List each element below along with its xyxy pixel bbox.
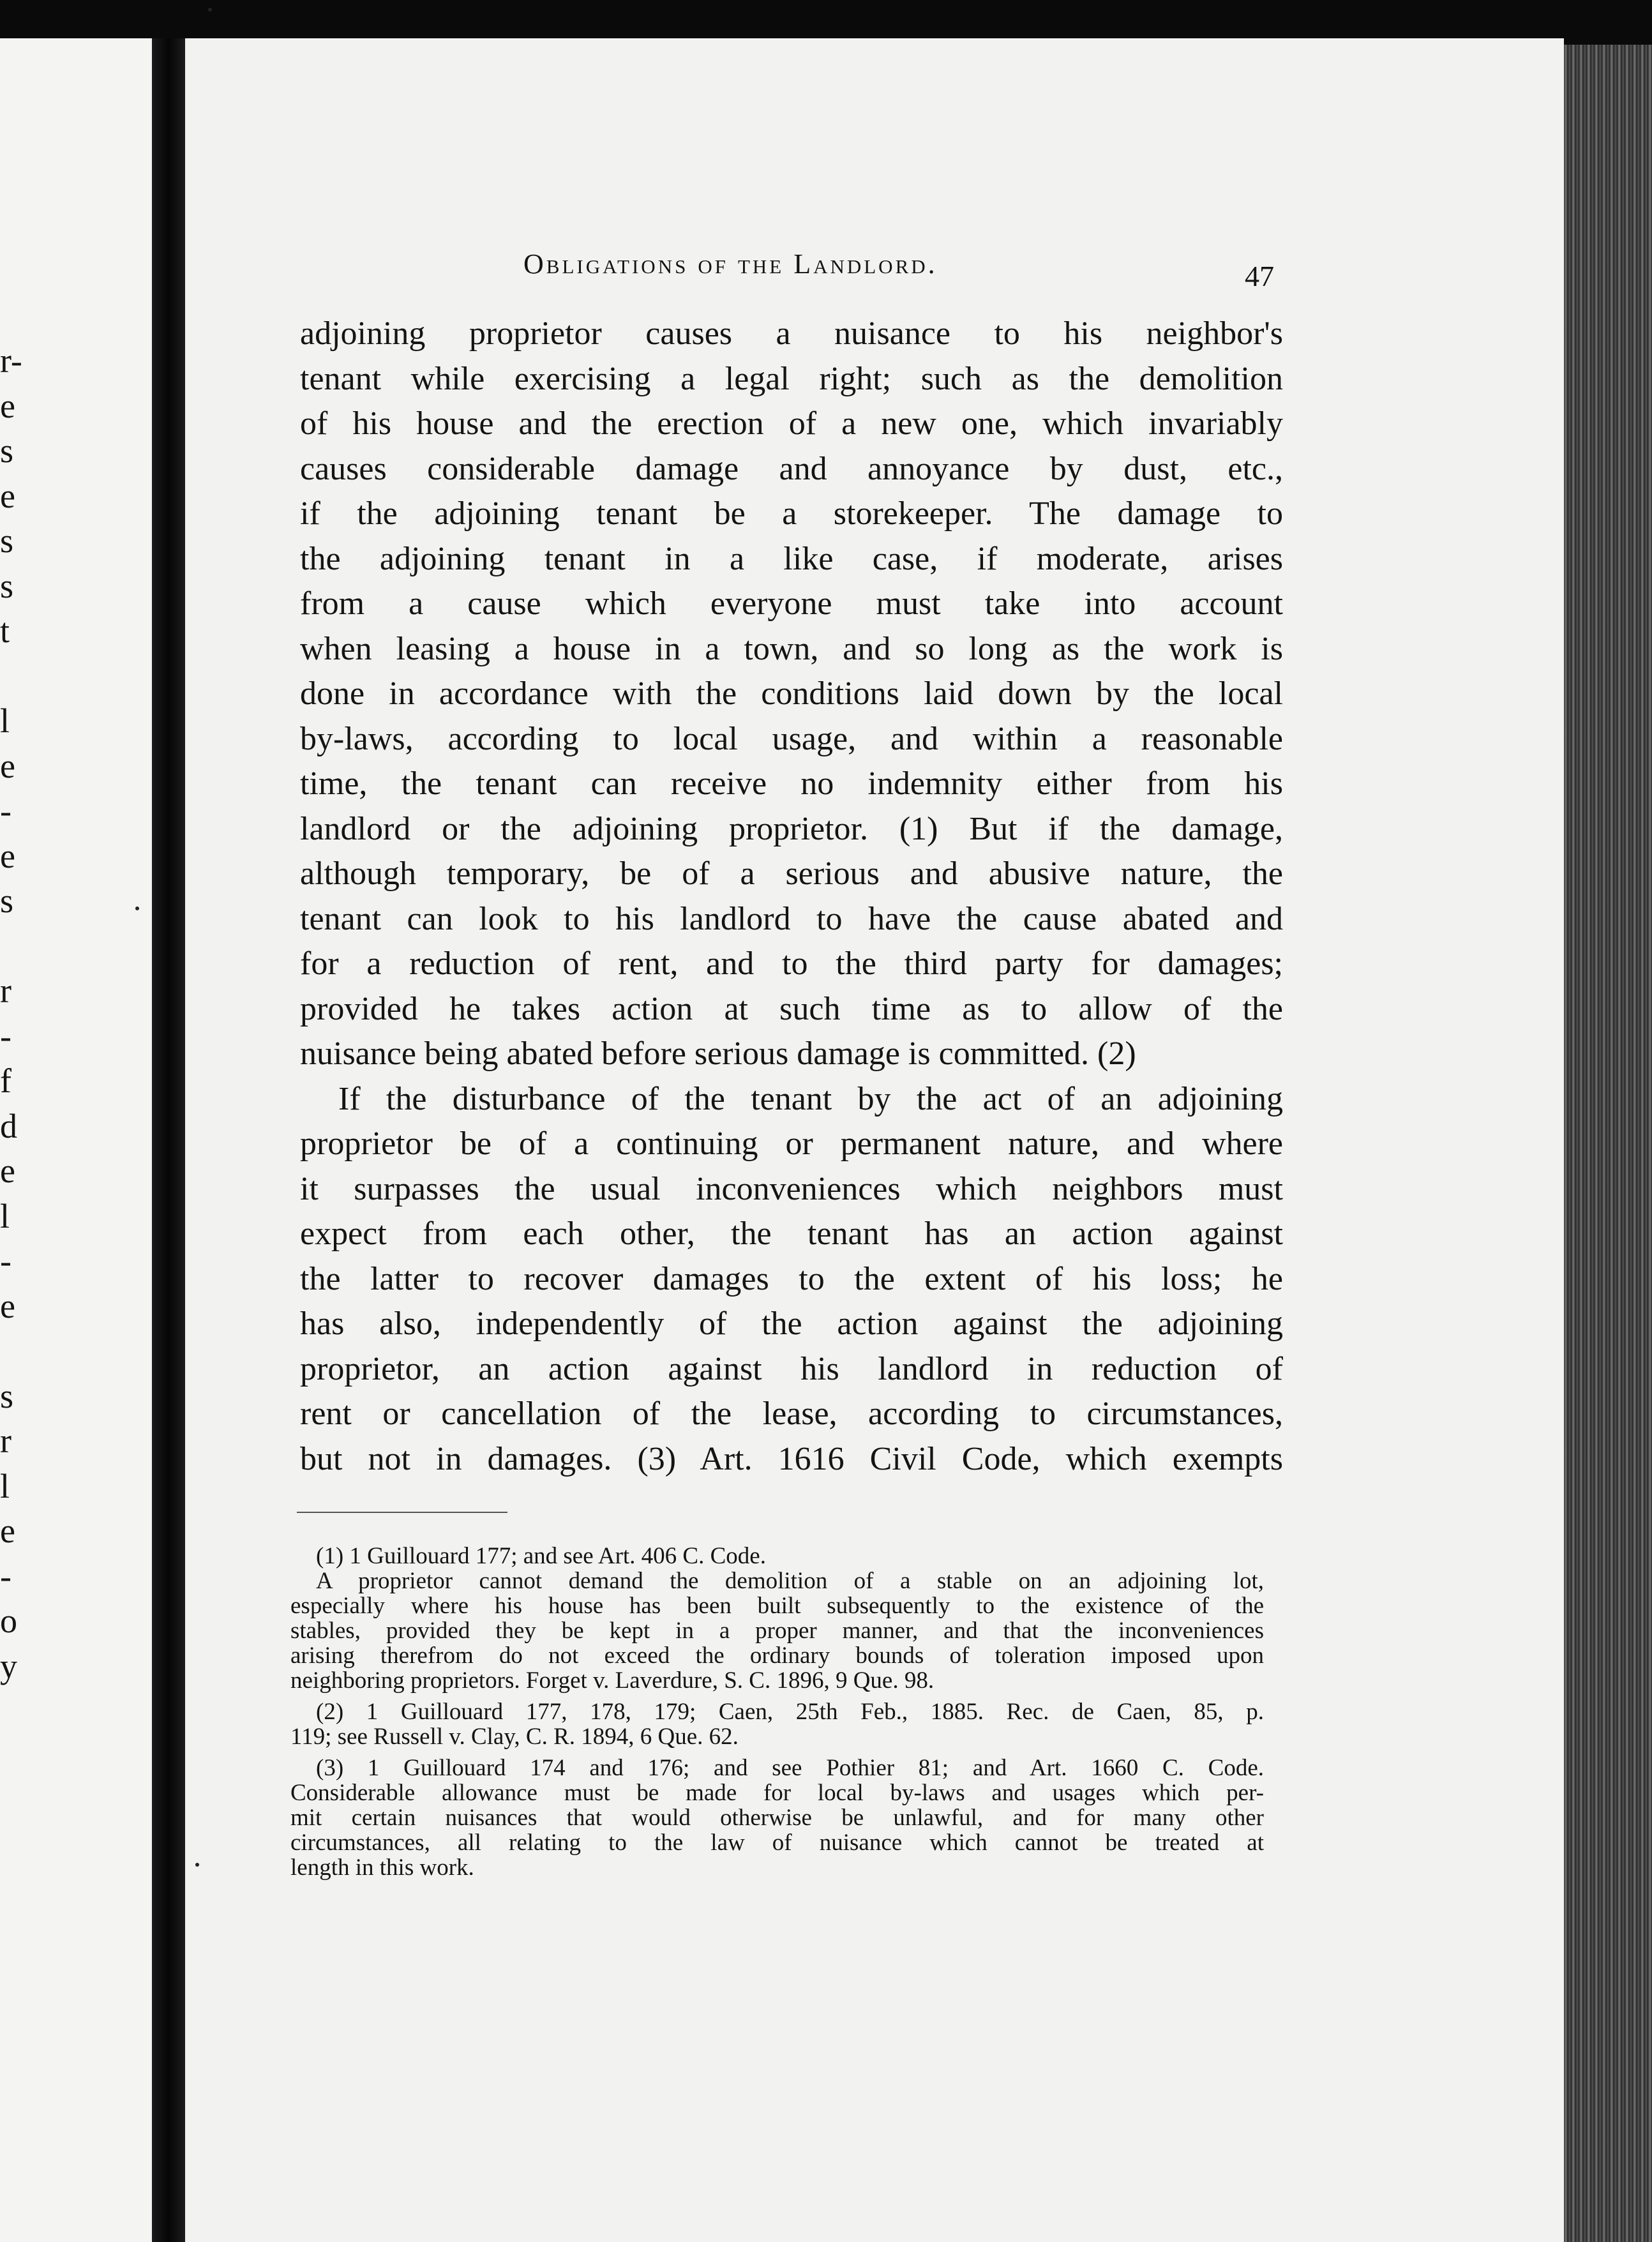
body-line: expect from each other, the tenant has an action against (300, 1215, 1283, 1252)
body-line: time, the tenant can receive no indemnity either from his (300, 765, 1283, 802)
scan-speck (135, 907, 139, 910)
footnote-line: arising therefrom do not exceed the ordinary bounds of toleration imposed upon (290, 1643, 1264, 1669)
left-page-letter: - (0, 1242, 11, 1280)
body-line: when leasing a house in a town, and so long as the work is (300, 630, 1283, 667)
body-line: proprietor be of a continuing or permanent nature, and where (300, 1125, 1283, 1162)
body-line: rent or cancellation of the lease, according to circumstances, (300, 1396, 1283, 1432)
left-page-letter: y (0, 1646, 17, 1685)
left-page-letter: - (0, 1016, 11, 1055)
left-page-letter: - (0, 792, 11, 830)
body-line: although temporary, be of a serious and abusive nature, the (300, 855, 1283, 892)
footnote-divider (297, 1512, 507, 1513)
body-line: proprietor, an action against his landlord in reduction of (300, 1350, 1283, 1387)
body-line: by-laws, according to local usage, and within a reasonable (300, 720, 1283, 757)
body-line: from a cause which everyone must take into account (300, 585, 1283, 622)
body-line: adjoining proprietor causes a nuisance to his neighbor's (300, 315, 1283, 352)
left-page-letter: f (0, 1062, 11, 1100)
left-page-letter: - (0, 1556, 11, 1595)
left-page-letter: e (0, 1152, 15, 1190)
footnote-line: stables, provided they be kept in a proper manner, and that the inconveniences (290, 1618, 1264, 1644)
body-line: but not in damages. (3) Art. 1616 Civil Code, which exempts (300, 1440, 1283, 1477)
scan-speck (208, 8, 212, 11)
footnote-line: (1) 1 Guillouard 177; and see Art. 406 C. Code. (316, 1543, 766, 1569)
running-head: Obligations of the Landlord. (523, 248, 938, 280)
page-edge-stack (1564, 45, 1652, 2242)
body-line: If the disturbance of the tenant by the act of an adjoining (338, 1080, 1283, 1117)
body-line: tenant while exercising a legal right; such as the demolition (300, 360, 1283, 397)
left-page-letter (0, 654, 26, 699)
left-page-letter: e (0, 836, 15, 875)
body-line: has also, independently of the action against the adjoining (300, 1305, 1283, 1342)
body-line: causes considerable damage and annoyance by dust, etc., (300, 450, 1283, 487)
body-line: it surpasses the usual inconveniences which neighbors must (300, 1170, 1283, 1207)
left-page-letter: e (0, 1512, 15, 1550)
left-page-letter: l (0, 702, 10, 740)
body-line: landlord or the adjoining proprietor. (1) But if the damage, (300, 810, 1283, 847)
body-text (300, 312, 1283, 1482)
left-page-letter: s (0, 882, 14, 920)
left-page-letter: e (0, 1286, 15, 1325)
left-page-letter: s (0, 522, 14, 560)
scan-speck (195, 1863, 199, 1867)
left-page-letter: s (0, 432, 14, 470)
page-number: 47 (1245, 260, 1274, 292)
left-page-letter: t (0, 612, 10, 650)
left-page-letter: e (0, 386, 15, 425)
footnote-line: (2) 1 Guillouard 177, 178, 179; Caen, 25th Feb., 1885. Rec. de Caen, 85, p. (316, 1699, 1264, 1725)
footnote-line: especially where his house has been built subsequently to the existence of the (290, 1593, 1264, 1619)
footnote-line: neighboring proprietors. Forget v. Laverdure, S. C. 1896, 9 Que. 98. (290, 1667, 935, 1694)
footnote-line: Considerable allowance must be made for local by-laws and usages which per- (290, 1780, 1264, 1806)
left-page-letter: o (0, 1602, 17, 1640)
footnote-line: mit certain nuisances that would otherwise be unlawful, and for many other (290, 1805, 1264, 1831)
body-line: tenant can look to his landlord to have the cause abated and (300, 900, 1283, 937)
body-line: provided he takes action at such time as to allow of the (300, 990, 1283, 1027)
left-page-letter: e (0, 476, 15, 515)
body-line: if the adjoining tenant be a storekeeper. The damage to (300, 495, 1283, 532)
body-line: the latter to recover damages to the extent of his loss; he (300, 1260, 1283, 1297)
left-page-letter: s (0, 566, 14, 605)
left-page-letter: s (0, 1376, 14, 1415)
body-line: of his house and the erection of a new one, which invariably (300, 405, 1283, 442)
left-page-letter: r- (0, 342, 22, 380)
left-page-letter: r (0, 972, 11, 1010)
left-page-letter: l (0, 1196, 10, 1235)
left-page-letter: l (0, 1466, 10, 1505)
left-facing-page (0, 38, 152, 2242)
left-page-letter (0, 924, 26, 969)
body-line: nuisance being abated before serious damage is committed. (2) (300, 1035, 1136, 1072)
footnotes (290, 1544, 1264, 1880)
body-line: the adjoining tenant in a like case, if moderate, arises (300, 540, 1283, 577)
footnote-line: circumstances, all relating to the law of nuisance which cannot be treated at (290, 1830, 1264, 1856)
left-page-letter (0, 1328, 26, 1374)
footnote-line: (3) 1 Guillouard 174 and 176; and see Pothier 81; and Art. 1660 C. Code. (316, 1755, 1264, 1781)
body-line: for a reduction of rent, and to the third party for damages; (300, 945, 1283, 982)
left-page-cut-text (0, 338, 26, 1689)
left-page-letter: d (0, 1106, 17, 1145)
left-page-letter: e (0, 746, 15, 785)
footnote-line: 119; see Russell v. Clay, C. R. 1894, 6 Que. 62. (290, 1724, 739, 1750)
footnote-line: length in this work. (290, 1855, 474, 1881)
left-page-letter: r (0, 1422, 11, 1460)
book-gutter (152, 38, 185, 2242)
body-line: done in accordance with the conditions laid down by the local (300, 675, 1283, 712)
footnote-line: A proprietor cannot demand the demolition of a stable on an adjoining lot, (316, 1568, 1264, 1594)
